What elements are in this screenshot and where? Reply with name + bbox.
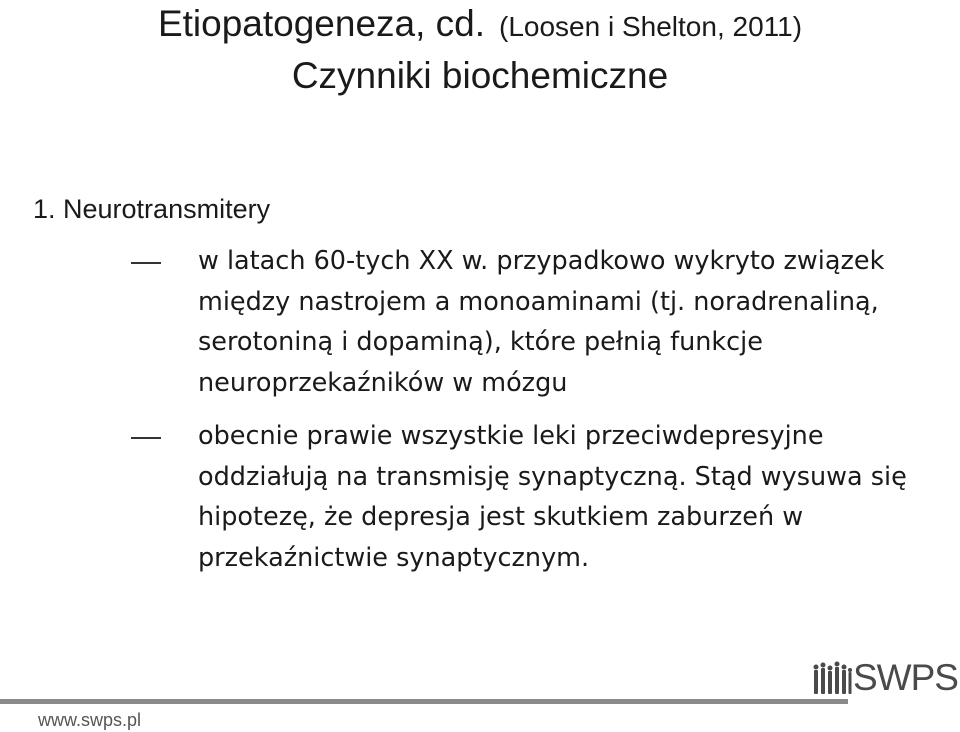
bullet-dash-icon (131, 437, 161, 439)
bullet-text: w latach 60-tych XX w. przypadkowo wykryto związek między nastrojem a monoaminami (tj. noradrenaliną, serotoniną i dopaminą), które pełnią funkcje neuroprzekaźników w mózgu (198, 246, 885, 398)
footer-url: www.swps.pl (38, 710, 142, 730)
footer-divider (0, 699, 848, 704)
people-silhouettes-icon (811, 658, 853, 698)
bullet-dash-icon (131, 262, 161, 264)
slide-subtitle: Czynniki biochemiczne (291, 55, 669, 96)
title-citation: (Loosen i Shelton, 2011) (499, 11, 803, 42)
logo-text: SWPS (853, 657, 958, 698)
slide-title (0, 2, 960, 49)
bullet-text: obecnie prawie wszystkie leki przeciwdepresyjne oddziałują na transmisję synaptyczną. Stąd wysuwa się hipotezę, że depresja jest skutkiem zaburzeń w przekaźnictwie synaptycznym. (198, 421, 907, 573)
swps-logo (811, 657, 958, 698)
bullet-item (198, 241, 958, 403)
bullet-item (198, 416, 960, 578)
title-main: Etiopatogeneza, cd. (157, 3, 486, 44)
section-heading: 1. Neurotransmitery (33, 194, 271, 224)
